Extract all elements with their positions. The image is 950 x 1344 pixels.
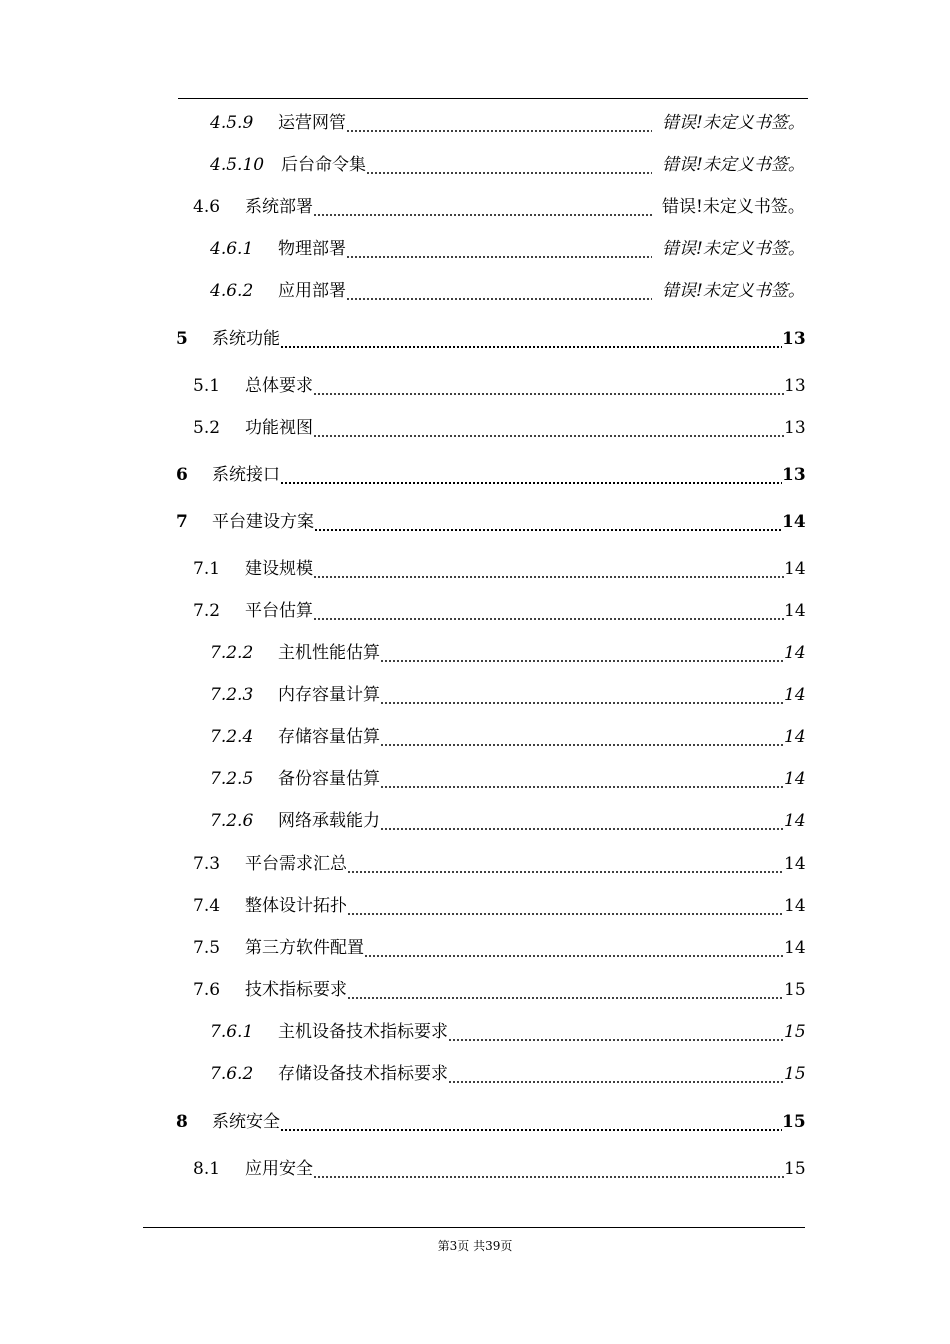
toc-leader-dots <box>380 786 784 788</box>
toc-leader-dots <box>313 393 784 395</box>
toc-entry-number: 4.6.2 <box>210 281 254 301</box>
toc-entry-number: 4.5.9 <box>210 113 254 133</box>
toc-leader-dots <box>380 828 784 830</box>
toc-leader-dots <box>313 435 784 437</box>
toc-entry-number: 4.6.1 <box>210 239 254 259</box>
toc-entry-number: 8 <box>176 1112 188 1132</box>
toc-entry-title: 主机设备技术指标要求 <box>278 1022 448 1042</box>
toc-entry[interactable] <box>0 509 950 535</box>
toc-entry-page: 错误!未定义书签。 <box>662 155 805 175</box>
footer-rule <box>143 1227 805 1228</box>
toc-entry-page: 15 <box>784 1159 806 1179</box>
toc-leader-dots <box>366 172 652 174</box>
toc-entry-number: 7.2.5 <box>210 769 254 789</box>
toc-entry-page: 14 <box>784 559 806 579</box>
toc-leader-dots <box>280 1129 782 1131</box>
toc-entry-title: 系统功能 <box>212 329 280 349</box>
toc-entry[interactable] <box>0 977 950 1003</box>
page-footer: 第3页 共39页 <box>437 1239 513 1253</box>
toc-entry-page: 14 <box>784 643 806 663</box>
toc-entry-page: 15 <box>784 1064 806 1084</box>
toc-entry-page: 13 <box>784 376 806 396</box>
toc-entry-page: 15 <box>784 1022 806 1042</box>
toc-entry[interactable] <box>0 278 950 304</box>
toc-entry-page: 14 <box>784 896 806 916</box>
toc-entry-number: 7.3 <box>193 854 221 874</box>
toc-entry-page: 14 <box>784 727 806 747</box>
toc-leader-dots <box>448 1039 784 1041</box>
toc-entry[interactable] <box>0 766 950 792</box>
toc-entry-number: 5.2 <box>193 418 221 438</box>
toc-entry-title: 平台估算 <box>245 601 313 621</box>
toc-leader-dots <box>347 871 784 873</box>
toc-entry[interactable] <box>0 1109 950 1135</box>
toc-entry-title: 技术指标要求 <box>245 980 347 1000</box>
toc-entry-number: 6 <box>176 465 188 485</box>
toc-entry-title: 系统部署 <box>245 197 313 217</box>
toc-entry-number: 7.6.2 <box>210 1064 254 1084</box>
toc-leader-dots <box>314 529 782 531</box>
toc-leader-dots <box>364 955 784 957</box>
toc-entry-number: 5 <box>176 329 188 349</box>
toc-leader-dots <box>346 130 652 132</box>
toc-entry[interactable] <box>0 326 950 352</box>
toc-entry-title: 平台建设方案 <box>212 512 314 532</box>
toc-leader-dots <box>313 576 784 578</box>
toc-leader-dots <box>313 214 652 216</box>
toc-entry-number: 7.6.1 <box>210 1022 254 1042</box>
toc-leader-dots <box>346 298 652 300</box>
toc-entry-title: 物理部署 <box>278 239 346 259</box>
toc-entry-title: 存储设备技术指标要求 <box>278 1064 448 1084</box>
toc-entry[interactable] <box>0 236 950 262</box>
toc-entry-number: 7.4 <box>193 896 221 916</box>
toc-leader-dots <box>280 482 782 484</box>
toc-entry[interactable] <box>0 1156 950 1182</box>
toc-entry-title: 内存容量计算 <box>278 685 380 705</box>
toc-entry-page: 15 <box>782 1112 806 1132</box>
toc-entry-page: 13 <box>784 418 806 438</box>
toc-entry-number: 7.2 <box>193 601 221 621</box>
toc-entry-title: 网络承载能力 <box>278 811 380 831</box>
toc-entry[interactable] <box>0 935 950 961</box>
toc-entry-number: 7 <box>176 512 188 532</box>
toc-entry[interactable] <box>0 556 950 582</box>
toc-entry-number: 7.6 <box>193 980 221 1000</box>
toc-entry[interactable] <box>0 110 950 136</box>
toc-entry-page: 15 <box>784 980 806 1000</box>
toc-entry-title: 总体要求 <box>245 376 313 396</box>
toc-entry-title: 存储容量估算 <box>278 727 380 747</box>
toc-entry[interactable] <box>0 893 950 919</box>
toc-leader-dots <box>347 913 784 915</box>
toc-entry-title: 运营网管 <box>278 113 346 133</box>
toc-leader-dots <box>380 702 784 704</box>
toc-entry[interactable] <box>0 194 950 220</box>
toc-entry-title: 平台需求汇总 <box>245 854 347 874</box>
toc-entry[interactable] <box>0 1019 950 1045</box>
toc-entry-title: 主机性能估算 <box>278 643 380 663</box>
toc-entry-page: 错误!未定义书签。 <box>662 113 805 133</box>
toc-entry[interactable] <box>0 1061 950 1087</box>
toc-entry-number: 7.2.2 <box>210 643 254 663</box>
toc-entry-title: 应用安全 <box>245 1159 313 1179</box>
toc-entry-number: 7.1 <box>193 559 221 579</box>
toc-entry-page: 13 <box>782 465 806 485</box>
toc-entry-page: 错误!未定义书签。 <box>662 239 805 259</box>
toc-entry-page: 14 <box>784 685 806 705</box>
toc-entry[interactable] <box>0 373 950 399</box>
toc-entry-number: 7.5 <box>193 938 221 958</box>
toc-entry-page: 错误!未定义书签。 <box>662 281 805 301</box>
toc-entry-page: 13 <box>782 329 806 349</box>
toc-entry-number: 4.6 <box>193 197 221 217</box>
toc-entry-number: 5.1 <box>193 376 221 396</box>
toc-entry-title: 功能视图 <box>245 418 313 438</box>
toc-entry-number: 7.2.4 <box>210 727 254 747</box>
toc-entry[interactable] <box>0 462 950 488</box>
toc-entry-number: 4.5.10 <box>210 155 265 175</box>
toc-entry[interactable] <box>0 724 950 750</box>
toc-entry-page: 14 <box>784 854 806 874</box>
toc-entry-title: 建设规模 <box>245 559 313 579</box>
toc-entry-title: 第三方软件配置 <box>245 938 364 958</box>
toc-entry[interactable] <box>0 682 950 708</box>
toc-entry-title: 后台命令集 <box>281 155 366 175</box>
toc-entry-title: 整体设计拓扑 <box>245 896 347 916</box>
toc-entry[interactable] <box>0 415 950 441</box>
toc-leader-dots <box>380 660 784 662</box>
toc-entry-number: 8.1 <box>193 1159 221 1179</box>
toc-entry-page: 错误!未定义书签。 <box>662 197 805 217</box>
toc-entry[interactable] <box>0 851 950 877</box>
toc-entry-title: 应用部署 <box>278 281 346 301</box>
toc-entry-number: 7.2.6 <box>210 811 254 831</box>
toc-leader-dots <box>448 1081 784 1083</box>
toc-entry[interactable] <box>0 598 950 624</box>
toc-entry-title: 系统接口 <box>212 465 280 485</box>
toc-entry[interactable] <box>0 152 950 178</box>
toc-entry-page: 14 <box>784 601 806 621</box>
toc-leader-dots <box>313 1176 784 1178</box>
toc-entry[interactable] <box>0 808 950 834</box>
toc-leader-dots <box>346 256 652 258</box>
toc-entry-page: 14 <box>784 938 806 958</box>
toc-entry[interactable] <box>0 640 950 666</box>
toc-entry-page: 14 <box>782 512 806 532</box>
toc-entry-page: 14 <box>784 811 806 831</box>
toc-entry-page: 14 <box>784 769 806 789</box>
toc-entry-title: 系统安全 <box>212 1112 280 1132</box>
toc-entry-title: 备份容量估算 <box>278 769 380 789</box>
toc-leader-dots <box>347 997 784 999</box>
toc-leader-dots <box>280 346 782 348</box>
toc-leader-dots <box>380 744 784 746</box>
toc-leader-dots <box>313 618 784 620</box>
toc-entry-number: 7.2.3 <box>210 685 254 705</box>
